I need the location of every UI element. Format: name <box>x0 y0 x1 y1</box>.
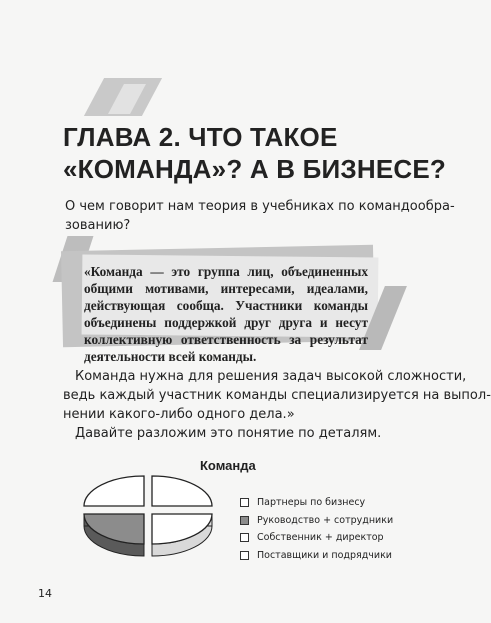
pie-slice <box>152 514 212 556</box>
legend-label: Руководство + сотрудники <box>257 514 394 526</box>
intro-paragraph <box>63 197 455 235</box>
legend-item <box>240 547 393 565</box>
legend-label: Поставщики и подрядчики <box>257 549 392 561</box>
legend-swatch <box>240 533 249 542</box>
page-number: 14 <box>38 587 52 600</box>
legend-label: Собственник + директор <box>257 532 384 544</box>
pie-slice <box>152 476 212 506</box>
intro-line-1: О чем говорит нам теория в учебниках по командообра- <box>65 199 455 214</box>
chart-title: Команда <box>200 458 256 473</box>
pie-chart <box>72 470 232 580</box>
legend-item <box>240 529 393 547</box>
intro-line-2: зованию? <box>65 218 131 233</box>
chapter-heading <box>63 121 447 185</box>
body-paragraph <box>63 367 491 443</box>
legend-label: Партнеры по бизнесу <box>257 497 366 509</box>
legend-swatch <box>240 551 249 560</box>
heading-line-1: ГЛАВА 2. ЧТО ТАКОЕ <box>63 122 338 152</box>
legend-swatch <box>240 516 249 525</box>
body-line-3: нении какого-либо одного дела.» <box>63 407 295 422</box>
heading-line-2: «КОМАНДА»? А В БИЗНЕСЕ? <box>63 154 447 184</box>
pie-slice <box>84 476 144 506</box>
body-line-4: Давайте разложим это понятие по деталям. <box>75 426 382 441</box>
pie-slice <box>84 514 144 556</box>
definition-quote: «Команда — это группа лиц, объединенных общими мотивами, интересами, идеалами, действующая сообща. Участники команды объединены поддержкой друг друга и несут коллективную ответственность за результат деятельности всей команды. <box>84 264 368 364</box>
chart-legend <box>240 494 393 564</box>
legend-item <box>240 512 393 530</box>
body-line-1: Команда нужна для решения задач высокой сложности, <box>75 369 467 384</box>
legend-item <box>240 494 393 512</box>
body-line-2: ведь каждый участник команды специализируется на выпол- <box>63 388 491 403</box>
legend-swatch <box>240 498 249 507</box>
